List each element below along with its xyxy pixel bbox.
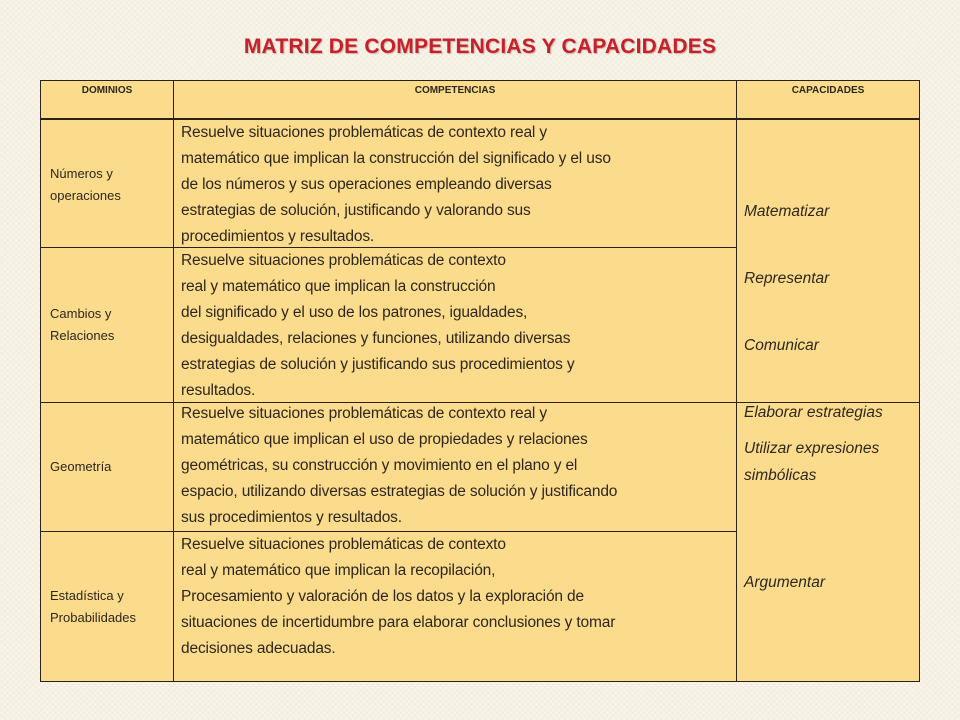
table-border-right: [919, 80, 920, 682]
competence-line: estrategias de solución y justificando sus procedimientos y: [181, 356, 575, 373]
competence-cell-cambios: [174, 248, 736, 404]
capacity-representar: Representar: [744, 270, 830, 287]
competence-cell-numeros: [174, 120, 736, 250]
header-dominios: DOMINIOS: [81, 85, 133, 96]
competence-line: Resuelve situaciones problemáticas de contexto real y: [181, 405, 547, 422]
capacity-argumentar: Argumentar: [744, 574, 825, 591]
competence-line: real y matemático que implican la construcción: [181, 278, 496, 295]
capacity-comunicar: Comunicar: [744, 337, 819, 354]
column-divider-2: [736, 80, 737, 682]
competence-line: situaciones de incertidumbre para elaborar conclusiones y tomar: [181, 614, 616, 631]
competence-line: estrategias de solución, justificando y valorando sus: [181, 202, 531, 219]
header-capacidades: CAPACIDADES: [791, 85, 865, 96]
competence-line: de los números y sus operaciones empleando diversas: [181, 176, 552, 193]
header-competencias: COMPETENCIAS: [414, 85, 496, 96]
domain-label-line: Cambios y: [50, 306, 112, 321]
competence-line: Procesamiento y valoración de los datos y la exploración de: [181, 588, 584, 605]
capacity-simbolicas: simbólicas: [744, 467, 817, 484]
competence-line: resultados.: [181, 382, 256, 399]
page-title: MATRIZ DE COMPETENCIAS Y CAPACIDADES: [243, 35, 717, 58]
domain-label-line: Relaciones: [50, 328, 115, 343]
competence-line: geométricas, su construcción y movimiento en el plano y el: [181, 457, 578, 474]
table-border-top: [40, 80, 920, 81]
capacity-elaborar-estrategias: Elaborar estrategias: [744, 404, 883, 421]
competence-line: Resuelve situaciones problemáticas de contexto: [181, 536, 506, 553]
competence-line: decisiones adecuadas.: [181, 640, 336, 657]
capacity-utilizar-expresiones: Utilizar expresiones: [744, 440, 880, 457]
competence-line: matemático que implican el uso de propiedades y relaciones: [181, 431, 588, 448]
competence-cell-estadistica: [174, 532, 736, 662]
domain-cell-geometria: [41, 403, 173, 531]
domain-label-line: Estadística y: [50, 587, 124, 603]
competence-line: del significado y el uso de los patrones, igualdades,: [181, 304, 528, 321]
competence-line: matemático que implican la construcción del significado y el uso: [181, 150, 611, 167]
domain-label-line: Geometría: [50, 459, 112, 474]
competence-line: Resuelve situaciones problemáticas de contexto real y: [181, 124, 547, 141]
domain-label-line: operaciones: [50, 187, 121, 203]
capacity-matematizar: Matematizar: [744, 203, 830, 220]
competence-line: real y matemático que implican la recopilación,: [181, 562, 496, 579]
domain-cell-cambios: [41, 248, 173, 402]
domain-label-line: Números y: [50, 165, 113, 181]
competence-line: procedimientos y resultados.: [181, 228, 375, 245]
domain-cell-numeros: [41, 122, 173, 247]
domain-cell-estadistica: [41, 532, 173, 681]
competence-line: sus procedimientos y resultados.: [181, 509, 402, 526]
table-border-bottom: [40, 681, 920, 682]
competence-line: Resuelve situaciones problemáticas de contexto: [181, 252, 506, 269]
competence-line: desigualdades, relaciones y funciones, utilizando diversas: [181, 330, 571, 347]
competence-line: espacio, utilizando diversas estrategias de solución y justificando: [181, 483, 618, 500]
competence-cell-geometria: [174, 401, 736, 531]
domain-label-line: Probabilidades: [50, 609, 137, 625]
